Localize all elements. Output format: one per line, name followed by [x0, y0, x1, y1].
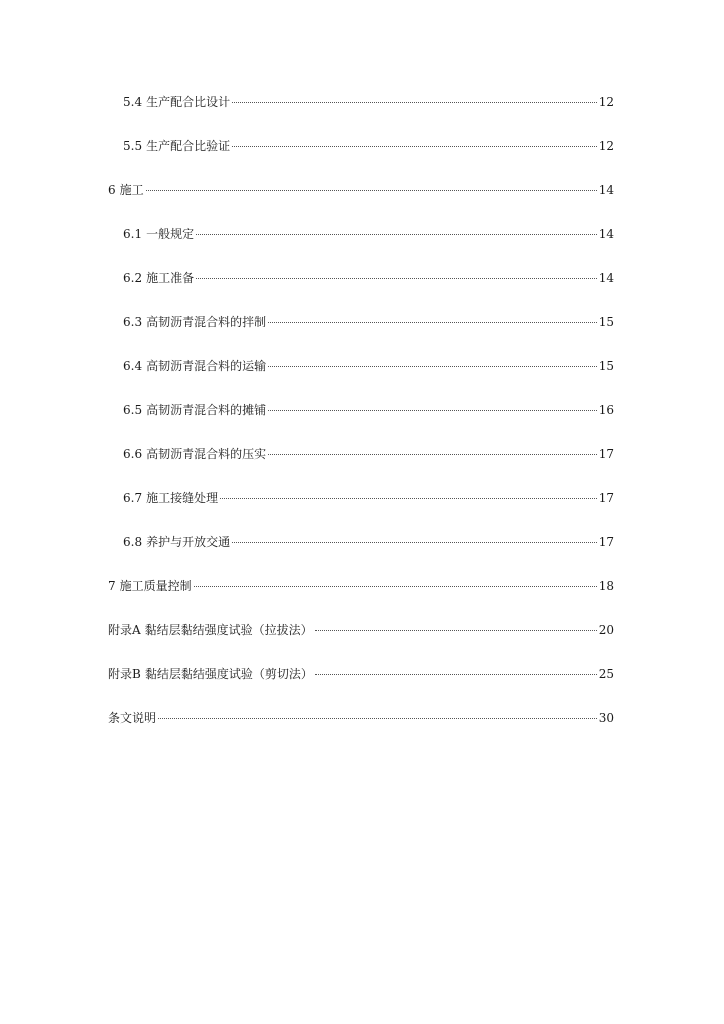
dot-leader [268, 410, 597, 411]
toc-entry-page: 17 [598, 447, 614, 461]
toc-entry-number: 7 [108, 579, 116, 593]
toc-entry-6-8[interactable] [108, 535, 614, 579]
toc-entry-page: 18 [598, 579, 614, 593]
toc-entry-title: 施工 [119, 183, 144, 197]
toc-entry-title: 黏结层黏结强度试验（拉拔法） [144, 623, 313, 637]
toc-entry-title: 养护与开放交通 [146, 535, 231, 549]
dot-leader [268, 322, 597, 323]
dot-leader [268, 366, 597, 367]
toc-entry-explanation[interactable] [108, 711, 614, 755]
dot-leader [196, 234, 597, 235]
toc-entry-title: 条文说明 [108, 711, 157, 725]
toc-entry-title: 一般规定 [146, 227, 195, 241]
toc-entry-5-4[interactable] [108, 95, 614, 139]
toc-entry-page: 15 [598, 315, 614, 329]
toc-entry-title: 生产配合比验证 [146, 139, 231, 153]
dot-leader [194, 586, 597, 587]
toc-entry-6-2[interactable] [108, 271, 614, 315]
dot-leader [315, 674, 597, 675]
table-of-contents [108, 95, 614, 755]
toc-entry-7[interactable] [108, 579, 614, 623]
toc-entry-6-4[interactable] [108, 359, 614, 403]
dot-leader [315, 630, 597, 631]
dot-leader [232, 542, 597, 543]
toc-entry-number: 附录A [108, 623, 141, 637]
toc-entry-6-1[interactable] [108, 227, 614, 271]
toc-entry-page: 30 [598, 711, 614, 725]
toc-entry-title: 高韧沥青混合料的运输 [146, 359, 267, 373]
toc-entry-title: 高韧沥青混合料的拌制 [146, 315, 267, 329]
toc-entry-6-7[interactable] [108, 491, 614, 535]
toc-entry-6-6[interactable] [108, 447, 614, 491]
toc-entry-number: 5.4 [123, 95, 143, 109]
toc-entry-page: 12 [598, 139, 614, 153]
toc-entry-page: 17 [598, 535, 614, 549]
toc-entry-page: 20 [598, 623, 614, 637]
toc-entry-6-3[interactable] [108, 315, 614, 359]
toc-entry-number: 6.3 [123, 315, 143, 329]
toc-entry-number: 6.7 [123, 491, 143, 505]
toc-entry-number: 5.5 [123, 139, 143, 153]
toc-entry-number: 6.4 [123, 359, 143, 373]
toc-entry-number: 6 [108, 183, 116, 197]
dot-leader [146, 190, 597, 191]
toc-entry-page: 16 [598, 403, 614, 417]
dot-leader [196, 278, 597, 279]
toc-entry-title: 生产配合比设计 [146, 95, 231, 109]
toc-entry-title: 黏结层黏结强度试验（剪切法） [144, 667, 313, 681]
toc-entry-appendix-a[interactable] [108, 623, 614, 667]
dot-leader [158, 718, 597, 719]
toc-entry-page: 14 [598, 271, 614, 285]
dot-leader [232, 146, 597, 147]
toc-entry-number: 6.8 [123, 535, 143, 549]
toc-entry-title: 施工接缝处理 [146, 491, 219, 505]
toc-entry-number: 6.6 [123, 447, 143, 461]
toc-entry-page: 17 [598, 491, 614, 505]
toc-entry-number: 6.1 [123, 227, 143, 241]
toc-entry-page: 14 [598, 183, 614, 197]
toc-entry-6[interactable] [108, 183, 614, 227]
toc-entry-number: 附录B [108, 667, 141, 681]
toc-entry-appendix-b[interactable] [108, 667, 614, 711]
toc-entry-number: 6.2 [123, 271, 143, 285]
toc-entry-title: 高韧沥青混合料的摊铺 [146, 403, 267, 417]
toc-entry-title: 高韧沥青混合料的压实 [146, 447, 267, 461]
toc-entry-title: 施工质量控制 [119, 579, 192, 593]
dot-leader [220, 498, 597, 499]
toc-entry-page: 25 [598, 667, 614, 681]
toc-entry-page: 14 [598, 227, 614, 241]
toc-entry-5-5[interactable] [108, 139, 614, 183]
toc-entry-title: 施工准备 [146, 271, 195, 285]
dot-leader [268, 454, 597, 455]
toc-entry-number: 6.5 [123, 403, 143, 417]
toc-entry-6-5[interactable] [108, 403, 614, 447]
toc-entry-page: 15 [598, 359, 614, 373]
dot-leader [232, 102, 597, 103]
toc-entry-page: 12 [598, 95, 614, 109]
